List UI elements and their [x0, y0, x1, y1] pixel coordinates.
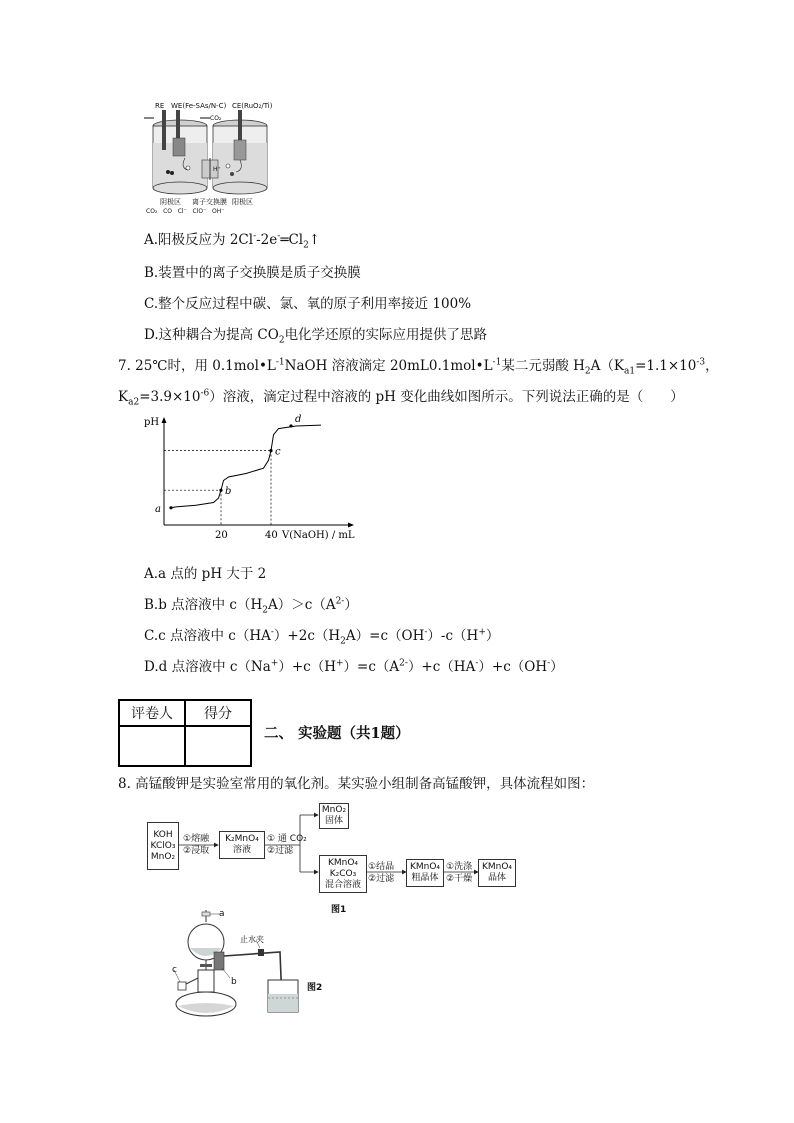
score-table-grader-cell[interactable] [119, 726, 185, 766]
q6-option-d: D.这种耦合为提高 $CO_2$电化学还原的实际应用提供了思路 [144, 327, 488, 346]
score-table-score-cell[interactable] [185, 726, 251, 766]
y-axis-label: pH [144, 417, 160, 428]
point-c [269, 449, 272, 452]
apparatus-label-a: a [219, 909, 225, 919]
x-axis-label: V(NaOH) / mL [282, 530, 355, 541]
flow-step3: ①结晶 ②过滤 [368, 862, 395, 884]
x-tick-40: 40 [265, 530, 278, 541]
electrochemical-cell-figure [140, 98, 290, 216]
apparatus-label-clamp: 止水夹 [240, 935, 264, 944]
x-tick-20: 20 [215, 530, 228, 541]
apparatus-label-b: b [231, 977, 237, 987]
q7-option-c: C.c 点溶液中 $c(HA^-)+2c(H_2A)=c(OH^-)-c(H^+)$ [144, 627, 500, 647]
q7-stem-line1: 7. 25℃时，用 $0.1mol•L^{-1}NaOH$ 溶液滴定 $20mL0.1mol•L^{-1}$某二元弱酸 $H_2A(K_{a1}=1.1\times 10^{-3}$， [118, 357, 719, 377]
flow-step1: ①熔融 ②浸取 [183, 834, 210, 856]
label-ce: CE(RuO₂/Ti) [232, 102, 273, 110]
point-label-d: d [295, 413, 302, 425]
flow-crystal-box: KMnO₄ 晶体 [478, 859, 516, 887]
q7-option-b: B.b 点溶液中 $c(H_2A)>c(A^{2-})$ [144, 596, 358, 616]
titration-curve [171, 425, 321, 508]
label-membrane: 离子交换膜 [192, 198, 227, 206]
legend-cl: Cl⁻ [177, 208, 187, 215]
point-a [169, 506, 172, 509]
point-label-b: b [225, 486, 232, 498]
flow-crude-box: KMnO₄ 粗晶体 [406, 859, 444, 887]
q6-option-c: C.整个反应过程中碳、氯、氧的原子利用率接近 100% [144, 296, 472, 312]
label-cathode: 阴极区 [160, 198, 181, 206]
figure1-label: 图1 [331, 905, 347, 915]
q7-option-a: A.a 点的 pH 大于 2 [144, 566, 267, 582]
q7-stem-line2: $K_{a2}=3.9\times 10^{-6}$）溶液，滴定过程中溶液的 pH 变化曲线如图所示。下列说法正确的是（ ） [118, 388, 684, 408]
point-b [219, 489, 222, 492]
figure2-label: 图2 [307, 983, 323, 993]
legend-clo: ClO⁻ [192, 208, 207, 215]
label-we: WE(Fe-SAs/N-C) [171, 102, 227, 110]
flow-step4: ①洗涤 ②干燥 [446, 862, 473, 884]
score-table [118, 699, 252, 767]
flow-k2mno4-box: K₂MnO₄ 溶液 [219, 831, 265, 859]
q8-stem: 8. 高锰酸钾是实验室常用的氧化剂。某实验小组制备高锰酸钾，具体流程如图： [118, 776, 595, 792]
point-label-c: c [275, 446, 281, 458]
legend-oh: OH⁻ [211, 208, 225, 215]
point-d [289, 424, 292, 427]
q6-option-b: B.装置中的离子交换膜是质子交换膜 [144, 265, 361, 281]
label-h-plus: H⁺ [213, 166, 221, 173]
score-table-score-header: 得分 [185, 700, 251, 726]
legend [146, 206, 224, 218]
ph-titration-chart [142, 413, 362, 548]
flow-mix-box: KMnO₄ K₂CO₃ 混合溶液 [319, 855, 367, 893]
section-heading: 二、 实验题（共1题） [264, 725, 410, 742]
label-re: RE [155, 102, 165, 110]
flow-start-box: KOH KClO₃ MnO₂ [147, 822, 179, 870]
legend-co2: CO₂ [146, 208, 158, 215]
apparatus-label-c: c [172, 965, 177, 975]
chart-axes [162, 417, 355, 528]
q7-option-d: D.d 点溶液中 $c(Na^+)+c(H^+)=c(A^{2-})+c(HA^-)+c(OH^-)$ [144, 658, 564, 675]
label-anode: 阳极区 [232, 198, 253, 206]
apparatus-figure [160, 908, 340, 1018]
legend-co: CO [163, 208, 172, 215]
score-table-grader-header: 评卷人 [119, 700, 185, 726]
point-label-a: a [155, 503, 161, 515]
q6-option-a: A.阳极反应为 $2Cl^--2e^-═Cl_2↑$ [144, 231, 321, 251]
flow-mno2-box: MnO₂ 固体 [319, 803, 349, 829]
flow-step2: ① 通 CO₂ ②过滤 [267, 834, 307, 856]
label-co2-top: CO₂ [210, 115, 222, 122]
